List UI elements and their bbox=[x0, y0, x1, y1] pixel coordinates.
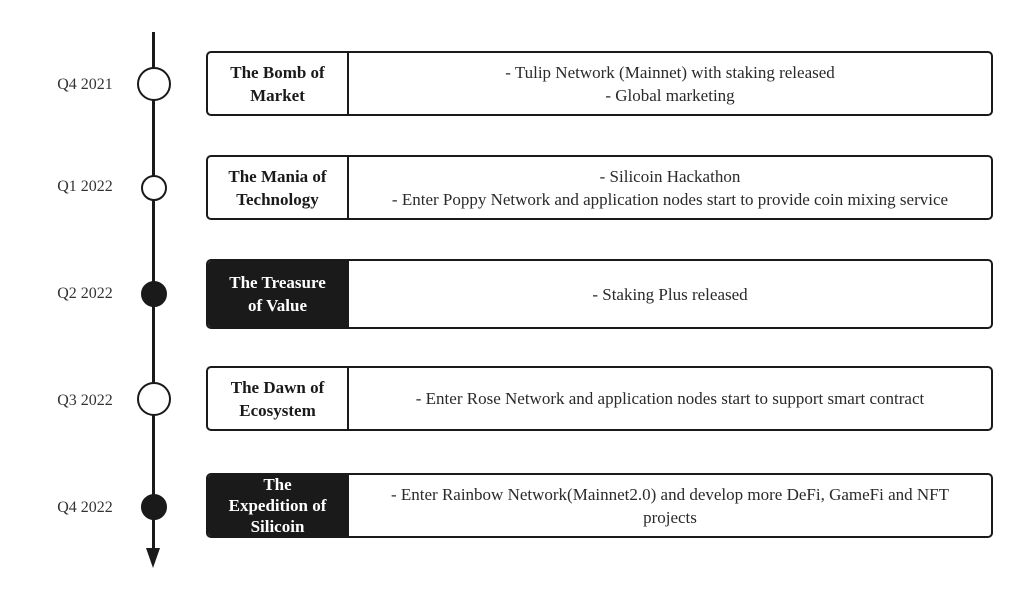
milestone-card bbox=[206, 473, 993, 538]
milestone-card bbox=[206, 155, 993, 220]
phase-label bbox=[208, 53, 349, 114]
timeline-date: Q4 2021 bbox=[57, 76, 113, 93]
milestone-item: - Silicoin Hackathon bbox=[599, 166, 741, 186]
phase-label-line: The Treasure bbox=[229, 273, 326, 292]
phase-label-line: The Mania of bbox=[228, 166, 327, 186]
milestone-item: - Enter Rainbow Network(Mainnet2.0) and develop more DeFi, GameFi and NFT bbox=[390, 484, 950, 504]
phase-label-line: The Bomb of bbox=[230, 62, 325, 82]
milestone-card bbox=[206, 51, 993, 116]
phase-label bbox=[208, 261, 349, 327]
phase-label bbox=[208, 475, 349, 536]
timeline-arrow-icon bbox=[146, 548, 160, 568]
timeline-date: Q3 2022 bbox=[57, 392, 113, 409]
phase-label bbox=[208, 157, 349, 218]
milestone-description bbox=[349, 157, 991, 218]
phase-label bbox=[208, 368, 349, 429]
milestone-card bbox=[206, 366, 993, 431]
timeline-node-filled bbox=[141, 281, 167, 307]
milestone-description bbox=[349, 261, 991, 327]
timeline-node-outline bbox=[137, 67, 171, 101]
milestone-item: - Tulip Network (Mainnet) with staking released bbox=[505, 62, 835, 82]
phase-label-line: The Dawn of bbox=[230, 377, 325, 397]
phase-label-line: The bbox=[263, 475, 292, 494]
milestone-description bbox=[349, 475, 991, 536]
phase-label-line: Silicoin bbox=[250, 517, 305, 536]
milestone-item: - Staking Plus released bbox=[592, 284, 748, 304]
timeline-date: Q4 2022 bbox=[57, 499, 113, 516]
timeline-node-filled bbox=[141, 494, 167, 520]
milestone-description bbox=[349, 53, 991, 114]
milestone-item: - Enter Poppy Network and application nodes start to provide coin mixing service bbox=[391, 189, 949, 209]
timeline-date: Q1 2022 bbox=[57, 178, 113, 195]
phase-label-line: Market bbox=[250, 85, 305, 105]
timeline-date: Q2 2022 bbox=[57, 285, 113, 302]
milestone-item: - Global marketing bbox=[605, 85, 735, 105]
phase-label-line: Technology bbox=[236, 189, 319, 209]
phase-label-line: Ecosystem bbox=[239, 400, 316, 420]
milestone-description bbox=[349, 368, 991, 429]
milestone-card bbox=[206, 259, 993, 329]
timeline-node-outline bbox=[137, 382, 171, 416]
phase-label-line: Expedition of bbox=[228, 496, 327, 515]
milestone-item: projects bbox=[643, 507, 697, 527]
milestone-item: - Enter Rose Network and application nodes start to support smart contract bbox=[415, 389, 925, 408]
timeline-node-outline bbox=[141, 175, 167, 201]
phase-label-line: of Value bbox=[247, 296, 308, 315]
